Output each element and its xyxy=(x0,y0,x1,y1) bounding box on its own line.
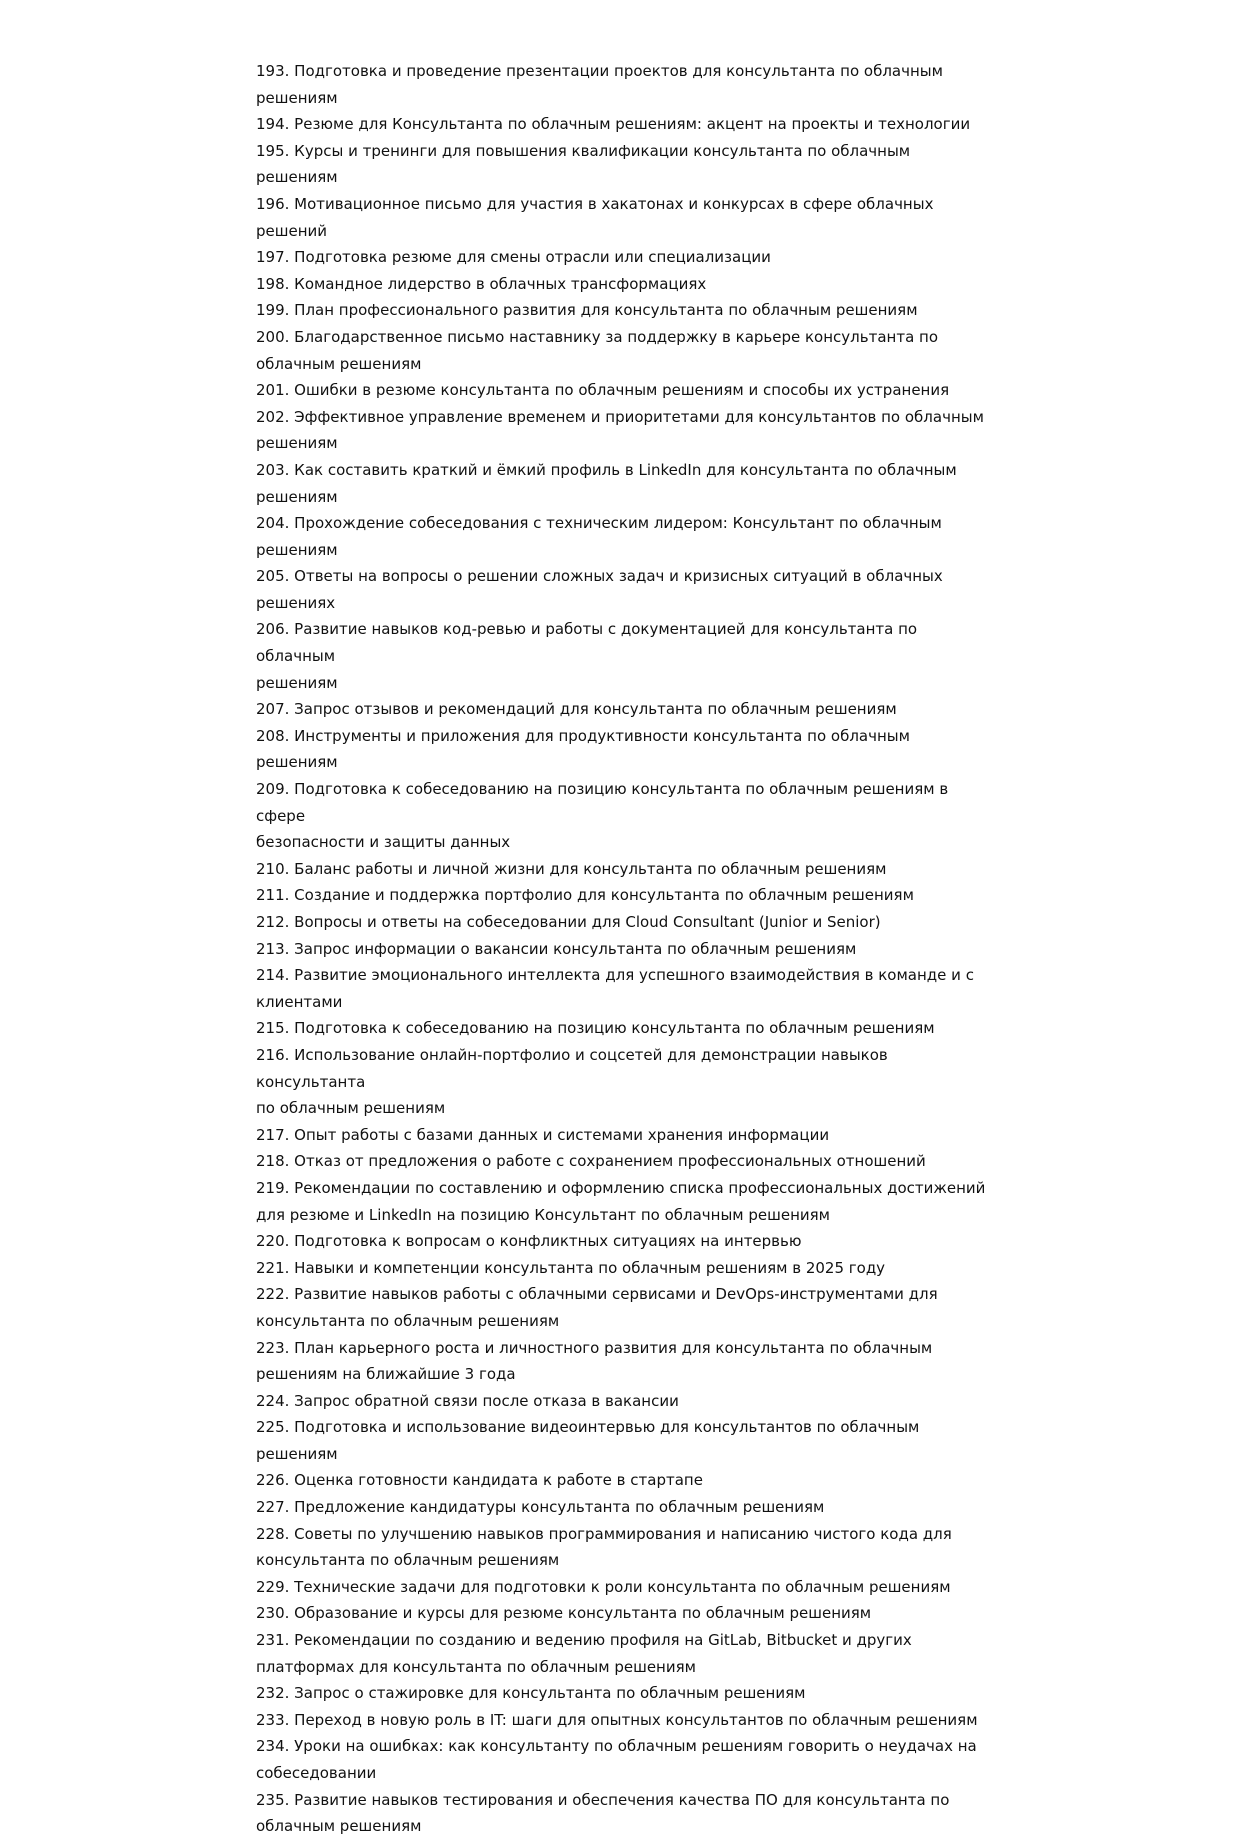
list-item xyxy=(256,563,996,616)
list-item-line-continued: консультанта по облачным решениям xyxy=(256,1551,560,1570)
list-item xyxy=(256,1707,996,1734)
list-item xyxy=(256,244,996,271)
list-item-line: 196. Мотивационное письмо для участия в хакатонах и конкурсах в сфере облачных решений xyxy=(256,194,934,240)
document-page xyxy=(256,58,996,1840)
list-item xyxy=(256,1335,996,1388)
list-item xyxy=(256,1255,996,1282)
list-item-line: 215. Подготовка к собеседованию на позицию консультанта по облачным решениям xyxy=(256,1019,935,1038)
list-item xyxy=(256,696,996,723)
list-item xyxy=(256,1388,996,1415)
list-item xyxy=(256,962,996,1015)
list-item-line-continued: клиентами xyxy=(256,992,343,1011)
list-item-line: 208. Инструменты и приложения для продуктивности консультанта по облачным решениям xyxy=(256,726,910,772)
list-item-line: 194. Резюме для Консультанта по облачным решениям: акцент на проекты и технологии xyxy=(256,115,971,134)
list-item-line-continued: по облачным решениям xyxy=(256,1099,446,1118)
list-item-line: 205. Ответы на вопросы о решении сложных задач и кризисных ситуаций в облачных xyxy=(256,567,943,586)
list-item xyxy=(256,1175,996,1228)
list-item xyxy=(256,1015,996,1042)
list-item xyxy=(256,1787,996,1840)
list-item xyxy=(256,377,996,404)
list-item-line-continued: решениях xyxy=(256,593,336,612)
list-item-line-continued: решениям xyxy=(256,673,338,692)
list-item-line: 209. Подготовка к собеседованию на позицию консультанта по облачным решениям в сфере xyxy=(256,780,949,825)
list-item-line-continued: безопасности и защиты данных xyxy=(256,833,511,852)
list-item xyxy=(256,936,996,963)
list-item-line: 211. Создание и поддержка портфолио для консультанта по облачным решениям xyxy=(256,886,914,905)
list-item xyxy=(256,324,996,377)
list-item xyxy=(256,1042,996,1122)
list-item-line: 195. Курсы и тренинги для повышения квалификации консультанта по облачным решениям xyxy=(256,141,911,187)
list-item-line-continued: решениям xyxy=(256,434,338,453)
list-item-line: 231. Рекомендации по созданию и ведению профиля на GitLab, Bitbucket и других xyxy=(256,1631,912,1650)
list-item-line: 235. Развитие навыков тестирования и обеспечения качества ПО для консультанта по xyxy=(256,1790,950,1809)
list-item xyxy=(256,1148,996,1175)
list-item-line-continued: решениям xyxy=(256,540,338,559)
list-item-line: 213. Запрос информации о вакансии консультанта по облачным решениям xyxy=(256,939,857,958)
list-item xyxy=(256,1627,996,1680)
list-item xyxy=(256,1680,996,1707)
list-item xyxy=(256,1467,996,1494)
list-item xyxy=(256,1414,996,1467)
list-item xyxy=(256,404,996,457)
list-item-line-continued: консультанта по облачным решениям xyxy=(256,1311,560,1330)
list-item xyxy=(256,297,996,324)
list-item xyxy=(256,909,996,936)
list-item-line: 216. Использование онлайн-портфолио и соцсетей для демонстрации навыков консультанта xyxy=(256,1045,888,1091)
list-item-line: 223. План карьерного роста и личностного развития для консультанта по облачным xyxy=(256,1338,933,1357)
list-item-line-continued: платформах для консультанта по облачным решениям xyxy=(256,1657,696,1676)
list-item-line: 229. Технические задачи для подготовки к роли консультанта по облачным решениям xyxy=(256,1577,951,1596)
list-item-line: 204. Прохождение собеседования с техническим лидером: Консультант по облачным xyxy=(256,514,942,533)
list-item-line-continued: облачным решениям xyxy=(256,1817,422,1836)
list-item xyxy=(256,1574,996,1601)
list-item-line-continued: облачным решениям xyxy=(256,354,422,373)
list-item xyxy=(256,1228,996,1255)
list-item-line: 226. Оценка готовности кандидата к работе в стартапе xyxy=(256,1471,703,1490)
list-item-line: 207. Запрос отзывов и рекомендаций для консультанта по облачным решениям xyxy=(256,700,897,719)
list-item-line: 202. Эффективное управление временем и приоритетами для консультантов по облачным xyxy=(256,407,984,426)
list-item-line: 206. Развитие навыков код-ревью и работы с документацией для консультанта по облачным xyxy=(256,620,918,666)
list-item-line: 218. Отказ от предложения о работе с сохранением профессиональных отношений xyxy=(256,1152,926,1171)
list-item-line-continued: решениям на ближайшие 3 года xyxy=(256,1365,516,1384)
topic-list xyxy=(256,58,996,1840)
list-item xyxy=(256,1122,996,1149)
list-item xyxy=(256,1521,996,1574)
list-item-line: 210. Баланс работы и личной жизни для консультанта по облачным решениям xyxy=(256,859,887,878)
list-item xyxy=(256,191,996,244)
list-item xyxy=(256,58,996,111)
list-item-line-continued: решениям xyxy=(256,487,338,506)
list-item xyxy=(256,111,996,138)
list-item xyxy=(256,882,996,909)
list-item xyxy=(256,856,996,883)
list-item-line: 221. Навыки и компетенции консультанта по облачным решениям в 2025 году xyxy=(256,1258,886,1277)
list-item-line: 230. Образование и курсы для резюме консультанта по облачным решениям xyxy=(256,1604,872,1623)
list-item xyxy=(256,1494,996,1521)
list-item-line: 214. Развитие эмоционального интеллекта для успешного взаимодействия в команде и с xyxy=(256,966,974,985)
list-item xyxy=(256,457,996,510)
list-item-line: 193. Подготовка и проведение презентации проектов для консультанта по облачным xyxy=(256,62,943,80)
list-item-line: 234. Уроки на ошибках: как консультанту по облачным решениям говорить о неудачах на xyxy=(256,1737,977,1756)
list-item xyxy=(256,616,996,696)
list-item-line: 222. Развитие навыков работы с облачными сервисами и DevOps-инструментами для xyxy=(256,1285,938,1304)
list-item-line: 228. Советы по улучшению навыков программирования и написанию чистого кода для xyxy=(256,1524,952,1543)
list-item-line: 233. Переход в новую роль в IT: шаги для опытных консультантов по облачным решениям xyxy=(256,1710,978,1729)
list-item-line: 199. План профессионального развития для консультанта по облачным решениям xyxy=(256,301,918,320)
list-item-line: 198. Командное лидерство в облачных трансформациях xyxy=(256,274,707,293)
list-item-line: 217. Опыт работы с базами данных и системами хранения информации xyxy=(256,1125,830,1144)
list-item-line: 227. Предложение кандидатуры консультанта по облачным решениям xyxy=(256,1498,825,1517)
list-item-line-continued: решениям xyxy=(256,88,338,107)
list-item xyxy=(256,776,996,856)
list-item-line-continued: собеседовании xyxy=(256,1764,377,1782)
list-item xyxy=(256,1281,996,1334)
list-item-line: 200. Благодарственное письмо наставнику за поддержку в карьере консультанта по xyxy=(256,327,939,346)
list-item-line: 203. Как составить краткий и ёмкий профиль в LinkedIn для консультанта по облачным xyxy=(256,460,957,479)
list-item xyxy=(256,510,996,563)
list-item-line: 225. Подготовка и использование видеоинтервью для консультантов по облачным решениям xyxy=(256,1418,920,1463)
list-item-line: 201. Ошибки в резюме консультанта по облачным решениям и способы их устранения xyxy=(256,381,950,400)
list-item xyxy=(256,138,996,191)
list-item xyxy=(256,271,996,298)
list-item-line: 220. Подготовка к вопросам о конфликтных ситуациях на интервью xyxy=(256,1232,802,1251)
list-item-line: 212. Вопросы и ответы на собеседовании для Cloud Consultant (Junior и Senior) xyxy=(256,913,881,931)
list-item xyxy=(256,723,996,776)
list-item-line: 224. Запрос обратной связи после отказа в вакансии xyxy=(256,1391,679,1410)
list-item xyxy=(256,1733,996,1786)
list-item xyxy=(256,1600,996,1627)
list-item-line-continued: для резюме и LinkedIn на позицию Консультант по облачным решениям xyxy=(256,1205,830,1224)
list-item-line: 197. Подготовка резюме для смены отрасли или специализации xyxy=(256,248,771,267)
list-item-line: 232. Запрос о стажировке для консультанта по облачным решениям xyxy=(256,1684,806,1703)
list-item-line: 219. Рекомендации по составлению и оформлению списка профессиональных достижений xyxy=(256,1178,986,1197)
